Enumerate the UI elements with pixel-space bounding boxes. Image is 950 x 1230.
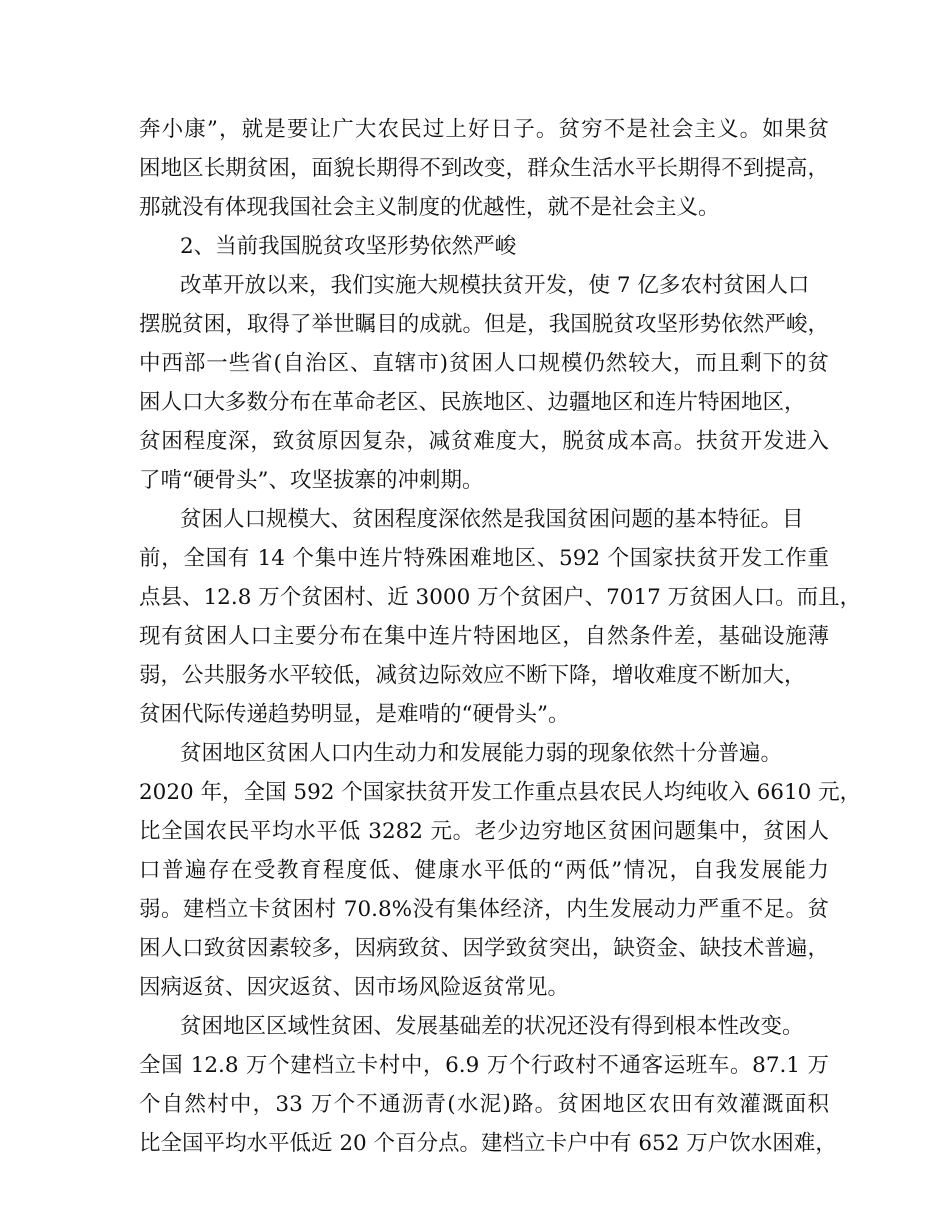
text-line: 前，全国有 14 个集中连片特殊困难地区、592 个国家扶贫开发工作重 xyxy=(139,546,829,571)
text-line: 那就没有体现我国社会主义制度的优越性，就不是社会主义。 xyxy=(139,195,720,220)
paragraph-first-line: 贫困人口规模大、贫困程度深依然是我国贫困问题的基本特征。目 xyxy=(180,507,804,532)
text-line: 困人口大多数分布在革命老区、民族地区、边疆地区和连片特困地区， xyxy=(139,390,806,415)
text-line: 奔小康”，就是要让广大农民过上好日子。贫穷不是社会主义。如果贫 xyxy=(139,117,829,142)
text-line: 个自然村中，33 万个不通沥青(水泥)路。贫困地区农田有效灌溉面积 xyxy=(139,1092,829,1117)
text-line: 贫困代际传递趋势明显，是难啃的“硬骨头”。 xyxy=(139,702,570,727)
text-line: 困人口致贫因素较多，因病致贫、因学致贫突出，缺资金、缺技术普遍， xyxy=(139,936,829,961)
text-line: 比全国平均水平低近 20 个百分点。建档立卡户中有 652 万户饮水困难， xyxy=(139,1131,837,1156)
section-heading: 2、当前我国脱贫攻坚形势依然严峻 xyxy=(180,234,517,259)
text-line: 2020 年，全国 592 个国家扶贫开发工作重点县农民人均纯收入 6610 元， xyxy=(139,780,862,805)
text-line: 了啃“硬骨头”、攻坚拔寨的冲刺期。 xyxy=(139,468,484,493)
text-line: 弱，公共服务水平较低，减贫边际效应不断下降，增收难度不断加大， xyxy=(139,663,806,688)
text-line: 弱。建档立卡贫困村 70.8%没有集体经济，内生发展动力严重不足。贫 xyxy=(139,897,829,922)
text-line: 中西部一些省(自治区、直辖市)贫困人口规模仍然较大，而且剩下的贫 xyxy=(139,351,829,376)
paragraph-first-line: 改革开放以来，我们实施大规模扶贫开发，使 7 亿多农村贫困人口 xyxy=(180,273,810,298)
text-line: 全国 12.8 万个建档立卡村中，6.9 万个行政村不通客运班车。87.1 万 xyxy=(139,1053,829,1078)
text-line: 口普遍存在受教育程度低、健康水平低的“两低”情况，自我发展能力 xyxy=(139,858,829,883)
text-line: 比全国农民平均水平低 3282 元。老少边穷地区贫困问题集中，贫困人 xyxy=(139,819,829,844)
text-line: 摆脱贫困，取得了举世瞩目的成就。但是，我国脱贫攻坚形势依然严峻， xyxy=(139,312,829,337)
text-line: 现有贫困人口主要分布在集中连片特困地区，自然条件差，基础设施薄 xyxy=(139,624,829,649)
text-line: 困地区长期贫困，面貌长期得不到改变，群众生活水平长期得不到提高， xyxy=(139,156,829,181)
paragraph-first-line: 贫困地区区域性贫困、发展基础差的状况还没有得到根本性改变。 xyxy=(180,1014,804,1039)
text-line: 因病返贫、因灾返贫、因市场风险返贫常见。 xyxy=(139,975,570,1000)
text-line: 点县、12.8 万个贫困村、近 3000 万个贫困户、7017 万贫困人口。而且， xyxy=(139,585,862,610)
text-line: 贫困程度深，致贫原因复杂，减贫难度大，脱贫成本高。扶贫开发进入 xyxy=(139,429,829,454)
paragraph-first-line: 贫困地区贫困人口内生动力和发展能力弱的现象依然十分普遍。 xyxy=(180,741,783,766)
